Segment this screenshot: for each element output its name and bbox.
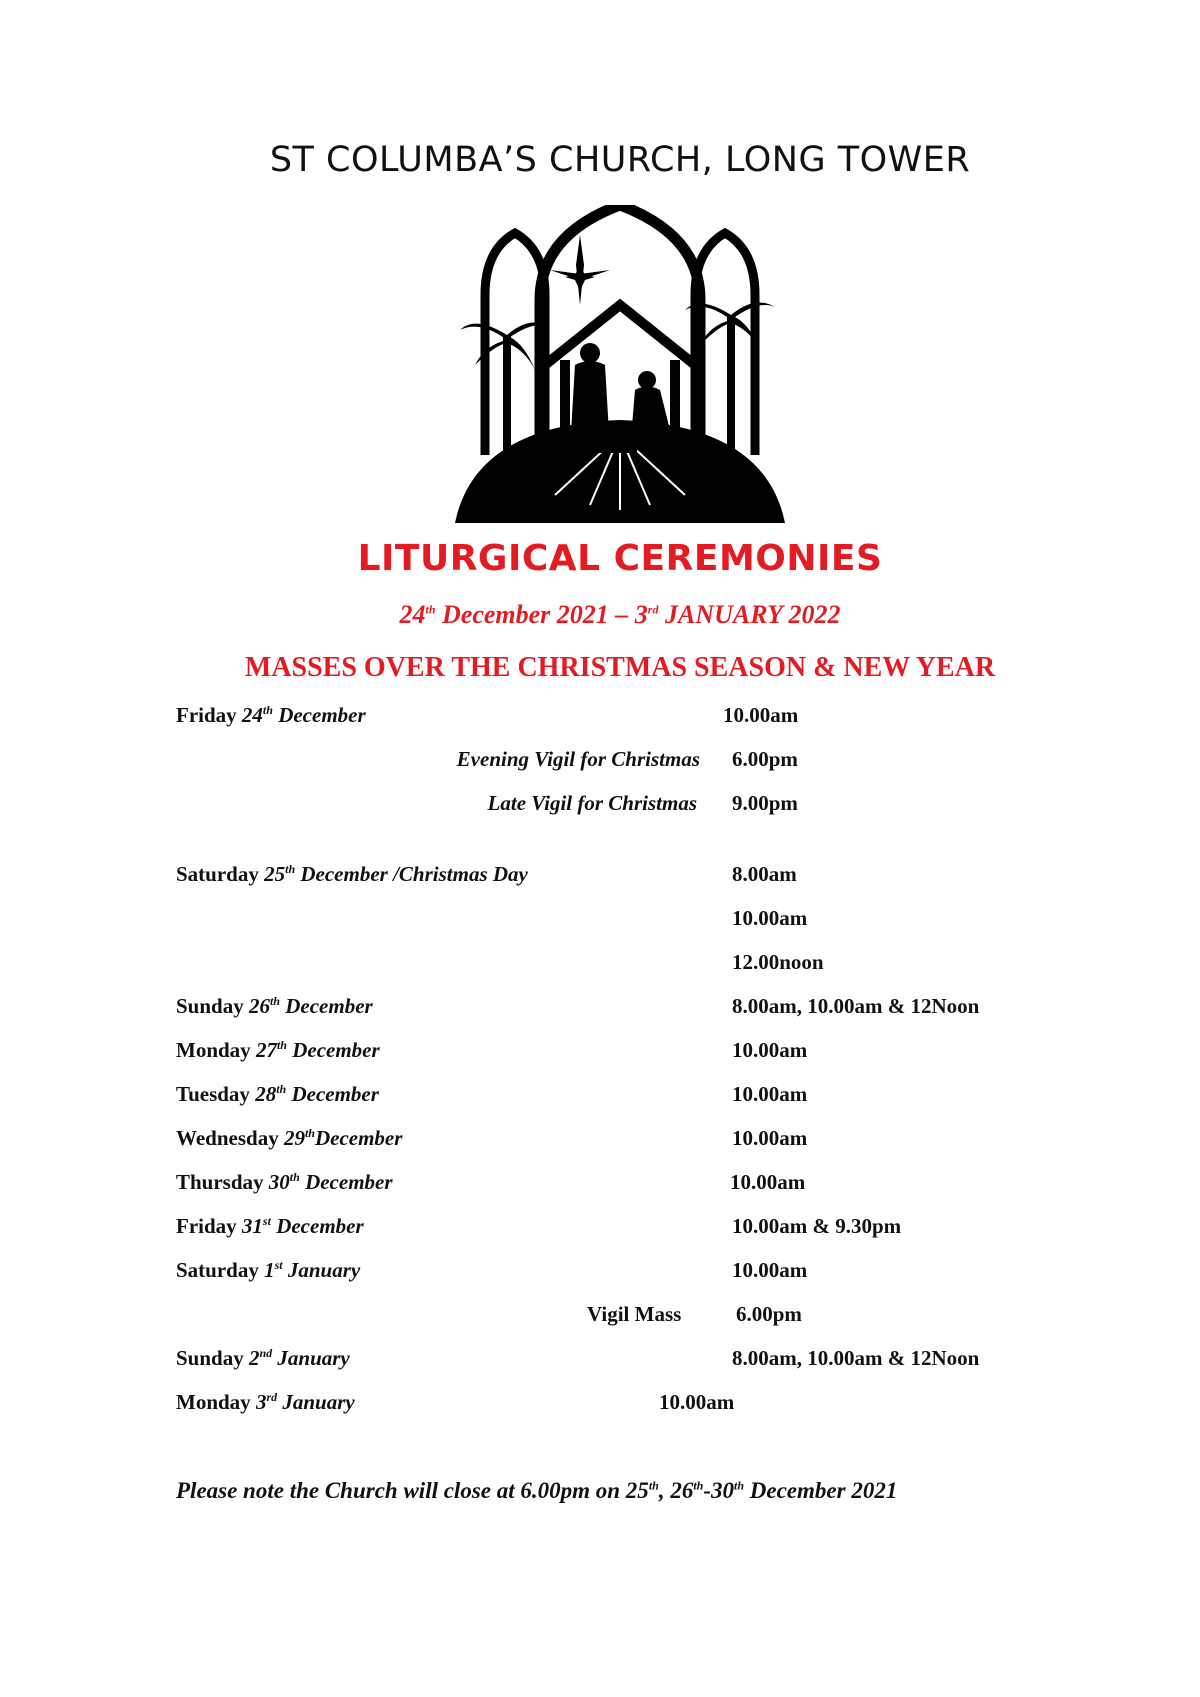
day-name: Saturday <box>176 1258 265 1282</box>
schedule-day-fri24 <box>176 703 366 728</box>
day-month: December <box>270 1214 364 1238</box>
day-name: Friday <box>176 703 242 727</box>
schedule-time-sun26: 8.00am, 10.00am & 12Noon <box>732 994 980 1018</box>
day-num: 29 <box>283 1126 305 1150</box>
schedule-day-sat1 <box>176 1258 360 1283</box>
schedule-time-fri24: 10.00am <box>723 703 799 727</box>
day-name: Sunday <box>176 994 249 1018</box>
schedule-day-tue28 <box>176 1082 379 1107</box>
day-sup: nd <box>259 1346 273 1360</box>
day-sup: th <box>276 1082 287 1096</box>
day-date <box>269 1170 393 1194</box>
schedule-day-sat25 <box>176 862 528 887</box>
day-month: January <box>282 1258 361 1282</box>
day-sup: th <box>269 994 280 1008</box>
day-month: December <box>286 1038 380 1062</box>
day-name: Monday <box>176 1390 256 1414</box>
masses-subheading: MASSES OVER THE CHRISTMAS SEASON & NEW YEAR <box>244 652 996 683</box>
schedule-day-mon27 <box>176 1038 380 1063</box>
schedule-day-fri31 <box>176 1214 364 1239</box>
date-start-rest: December 2021 – 3 <box>435 600 648 629</box>
day-sup: th <box>304 1126 315 1140</box>
schedule-time-fri31: 10.00am & 9.30pm <box>732 1214 902 1238</box>
day-num: 28 <box>255 1082 277 1106</box>
closing-note <box>176 1478 897 1504</box>
day-name: Sunday <box>176 1346 249 1370</box>
day-month: January <box>277 1390 355 1414</box>
date-end-rest: JANUARY 2022 <box>658 600 841 629</box>
day-num: 27 <box>255 1038 277 1062</box>
day-sup: th <box>262 703 273 717</box>
day-name: Friday <box>176 1214 242 1238</box>
note-sup-c: th <box>734 1478 745 1493</box>
day-month: December <box>286 1082 379 1106</box>
day-month: December <box>272 703 366 727</box>
day-num: 2 <box>248 1346 260 1370</box>
schedule-day-sun26 <box>176 994 373 1019</box>
day-num: 24 <box>241 703 263 727</box>
day-month: December <box>279 994 373 1018</box>
schedule-time-sat25-3: 12.00noon <box>732 950 824 974</box>
schedule-time-mon27: 10.00am <box>732 1038 808 1062</box>
schedule-time-mon3: 10.00am <box>659 1390 735 1414</box>
note-sup-b: th <box>693 1478 704 1493</box>
vigil-mass-time: 6.00pm <box>736 1302 802 1326</box>
schedule-time-sat1: 10.00am <box>732 1258 808 1282</box>
date-start-day: 24 <box>399 600 426 629</box>
day-date <box>264 1258 360 1282</box>
note-part-b: , 26 <box>658 1478 694 1503</box>
day-name: Tuesday <box>176 1082 256 1106</box>
liturgical-ceremonies-heading: LITURGICAL CEREMONIES <box>357 538 883 579</box>
day-sup: th <box>276 1038 287 1052</box>
vigil-mass-label: Vigil Mass <box>587 1302 682 1326</box>
church-title: ST COLUMBA’S CHURCH, LONG TOWER <box>269 140 971 180</box>
note-part-d: December 2021 <box>744 1478 898 1503</box>
schedule-day-mon3 <box>176 1390 355 1415</box>
schedule-time-tue28: 10.00am <box>732 1082 808 1106</box>
schedule-day-sun2 <box>176 1346 350 1371</box>
day-name: Wednesday <box>176 1126 284 1150</box>
day-date <box>242 1214 364 1238</box>
schedule-time-sun2: 8.00am, 10.00am & 12Noon <box>732 1346 980 1370</box>
schedule-day-thu30 <box>176 1170 393 1195</box>
date-start-sup: th <box>425 602 436 617</box>
day-month: December <box>314 1126 403 1150</box>
day-num: 25 <box>264 862 286 886</box>
date-range <box>0 600 1200 630</box>
schedule-time-wed29: 10.00am <box>732 1126 808 1150</box>
day-num: 1 <box>264 1258 275 1282</box>
schedule-time-thu30: 10.00am <box>730 1170 806 1194</box>
day-date <box>256 1390 355 1414</box>
day-sup: st <box>274 1258 283 1272</box>
day-name: Monday <box>176 1038 256 1062</box>
day-date <box>242 703 366 727</box>
date-end-sup: rd <box>647 602 659 617</box>
day-sup: st <box>262 1214 271 1228</box>
note-part-c: -30 <box>703 1478 735 1503</box>
day-date <box>249 1346 350 1370</box>
day-sup: rd <box>266 1390 278 1404</box>
day-month: January <box>272 1346 350 1370</box>
day-date <box>264 862 528 886</box>
day-num: 3 <box>255 1390 267 1414</box>
day-name: Thursday <box>176 1170 269 1194</box>
note-sup-a: th <box>648 1478 659 1493</box>
day-name: Saturday <box>176 862 265 886</box>
day-num: 26 <box>248 994 270 1018</box>
late-vigil-label: Late Vigil for Christmas <box>487 791 697 815</box>
nativity-window-artwork <box>455 205 785 525</box>
late-vigil-time: 9.00pm <box>732 791 798 815</box>
schedule-time-sat25-2: 10.00am <box>732 906 808 930</box>
day-sup: th <box>285 862 296 876</box>
day-num: 30 <box>268 1170 290 1194</box>
day-num: 31 <box>241 1214 263 1238</box>
evening-vigil-time: 6.00pm <box>732 747 798 771</box>
evening-vigil-label: Evening Vigil for Christmas <box>456 747 700 771</box>
note-part-a: Please note the Church will close at 6.00pm on 25 <box>176 1478 649 1503</box>
day-date <box>255 1082 379 1106</box>
day-date <box>284 1126 402 1150</box>
day-date <box>249 994 373 1018</box>
schedule-time-sat25: 8.00am <box>732 862 797 886</box>
day-month: December /Christmas Day <box>295 862 528 886</box>
day-date <box>256 1038 380 1062</box>
schedule-day-wed29 <box>176 1126 402 1151</box>
day-sup: th <box>289 1170 300 1184</box>
day-month: December <box>299 1170 393 1194</box>
